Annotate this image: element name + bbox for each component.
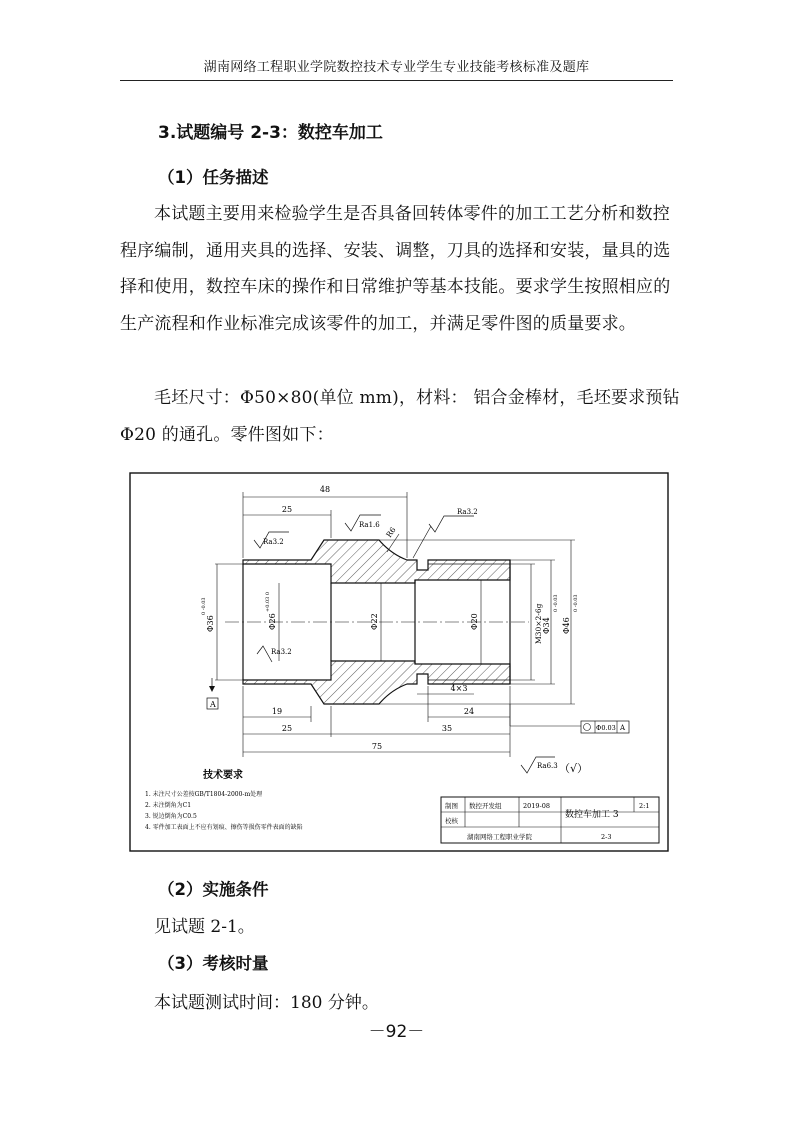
page-header: 湖南网络工程职业学院数控技术专业学生专业技能考核标准及题库 [203, 60, 590, 75]
time-text: 本试题测试时间：180 分钟。 [154, 993, 379, 1013]
dim-phi22: Φ22 [370, 613, 379, 630]
roughness-ra32-right: Ra3.2 [457, 508, 478, 516]
title-school: 湖南网络工程职业学院 [467, 833, 532, 841]
dim-phi36: Φ36 [206, 615, 215, 632]
dim-m30: M30×2-6g [534, 603, 543, 644]
roughness-ra32-left: Ra3.2 [263, 538, 284, 546]
dim-phi26: Φ26 [268, 613, 277, 630]
dim-phi26-tol: +0.03 0 [265, 591, 271, 612]
dim-phi46: Φ46 [562, 617, 571, 634]
dim-24: 24 [463, 707, 475, 716]
dim-phi46-tol: 0 -0.03 [573, 594, 579, 612]
title-date: 2019-08 [523, 802, 551, 810]
tech-title: 技术要求 [203, 770, 243, 781]
dim-r6: R6 [384, 525, 398, 540]
dim-35: 35 [441, 724, 453, 733]
header-rule [120, 80, 673, 81]
tech-item-4: 4. 零件加工表面上不应有划痕、擦伤等损伤零件表面的缺陷 [145, 824, 303, 831]
roughness-ra63: Ra6.3 [537, 762, 558, 770]
task-heading: （1）任务描述 [158, 168, 269, 187]
section-bottom [243, 661, 510, 704]
dim-phi34: Φ34 [542, 617, 551, 634]
dim-25-bottom: 25 [281, 724, 293, 733]
tolerance-ref: A [620, 724, 626, 732]
conditions-heading: （2）实施条件 [158, 880, 269, 899]
conditions-text: 见试题 2-1。 [154, 917, 255, 937]
dim-75: 75 [371, 742, 383, 751]
title-code: 2-3 [601, 833, 612, 841]
dim-19: 19 [271, 707, 283, 716]
title-drafter-label: 制图 [445, 802, 458, 810]
title-part-name: 数控车加工 3 [565, 810, 619, 820]
tolerance-value: Φ0.03 [596, 724, 616, 732]
tech-item-1: 1. 未注尺寸公差按GB/T1804-2000-m处理 [145, 791, 263, 798]
dim-groove: 4×3 [450, 684, 468, 693]
task-paragraph-2: 毛坯尺寸：Φ50×80(单位 mm)，材料： 铝合金棒材，毛坯要求预钻Φ20 的通孔。零件图如下： [120, 388, 680, 445]
roughness-other: （√） [559, 762, 589, 775]
dim-phi34-tol: 0 -0.03 [553, 594, 559, 612]
section-top [243, 540, 510, 583]
title-drafter-name: 数控开发组 [469, 802, 502, 810]
section-title: 3.试题编号 2-3：数控车加工 [158, 123, 383, 143]
part-drawing [129, 472, 669, 852]
tech-item-2: 2. 未注倒角为C1 [145, 802, 192, 809]
dim-phi20: Φ20 [470, 613, 479, 630]
title-block [441, 797, 659, 843]
dim-48: 48 [319, 485, 331, 494]
datum-a: A [210, 700, 216, 709]
roughness-ra16: Ra1.6 [359, 521, 380, 529]
title-checker-label: 校核 [445, 817, 458, 825]
task-paragraph-1: 本试题主要用来检验学生是否具备回转体零件的加工工艺分析和数控程序编制，通用夹具的选择、安装、调整，刀具的选择和安装，量具的选择和使用，数控车床的操作和日常维护等基本技能。要求学生按照相应的生产流程和作业标准完成该零件的加工，并满足零件图的质量要求。 [120, 204, 671, 334]
title-scale: 2:1 [639, 802, 650, 810]
dim-25-top: 25 [281, 505, 293, 514]
tech-item-3: 3. 锐边倒角为C0.5 [145, 813, 197, 820]
page-number: －92－ [368, 1022, 425, 1042]
time-heading: （3）考核时量 [158, 954, 269, 973]
roughness-ra32-bore: Ra3.2 [271, 648, 292, 656]
dim-phi36-tol: 0 -0.03 [201, 597, 207, 615]
